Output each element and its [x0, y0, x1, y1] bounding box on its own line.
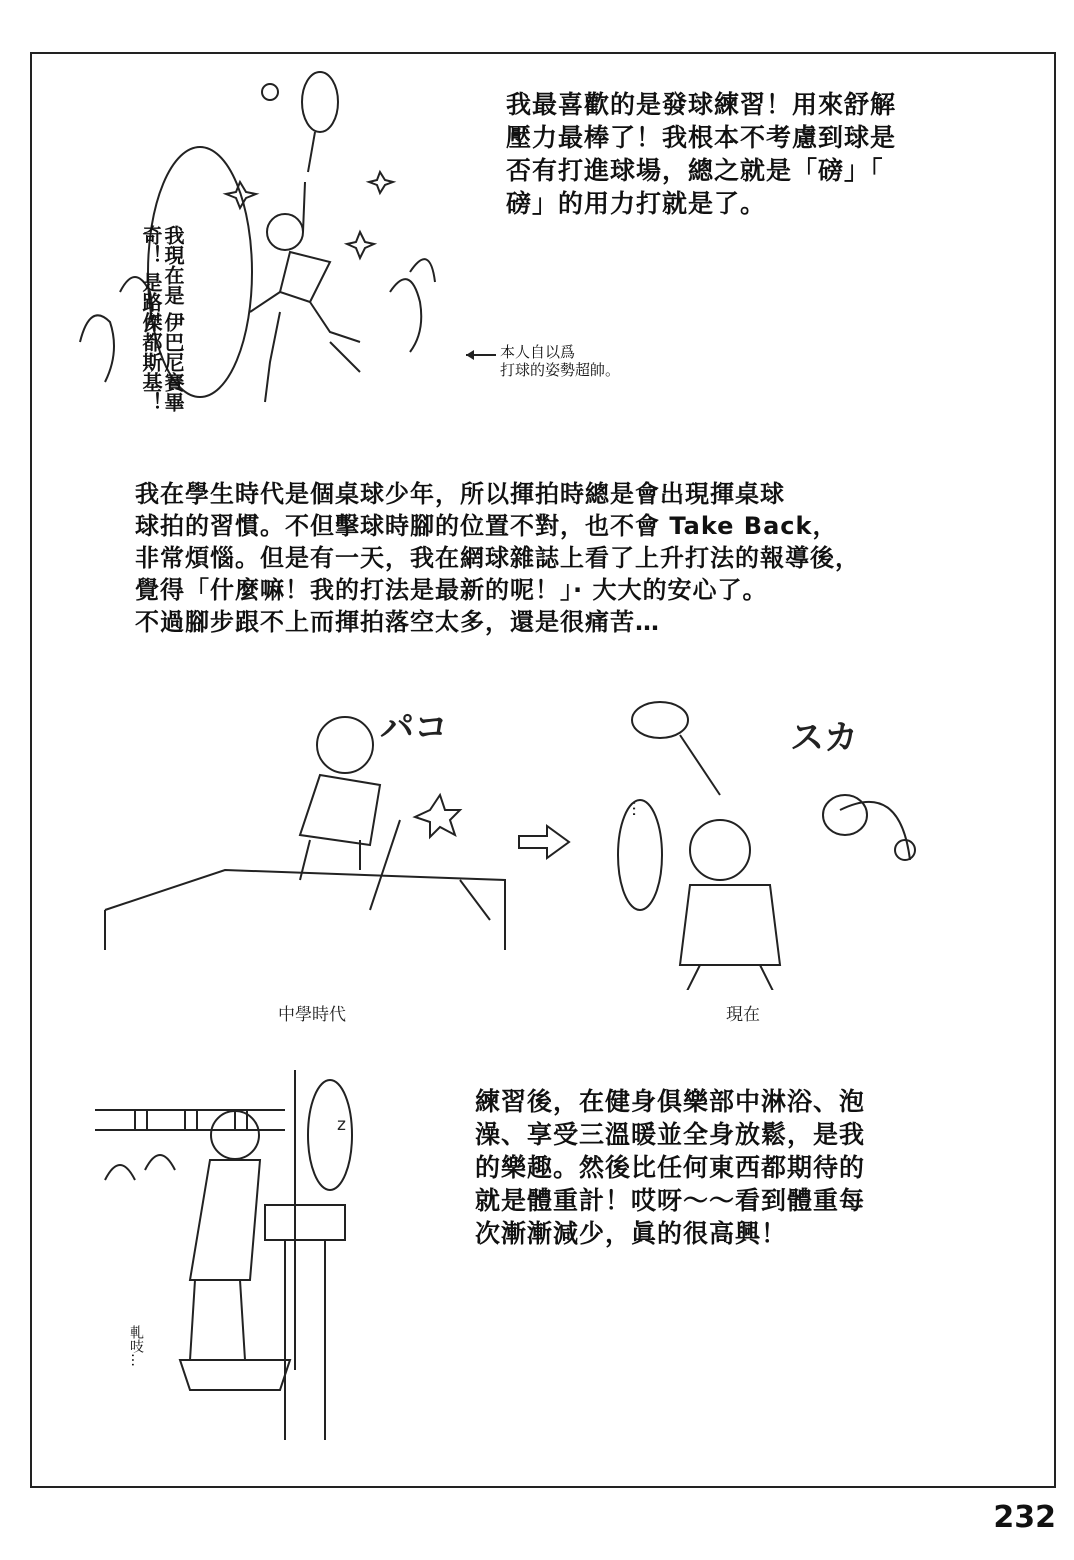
bubble-z: z	[337, 1115, 346, 1135]
table-tennis-illustration	[100, 690, 520, 980]
sfx-right: スカ	[790, 718, 858, 758]
middle-paragraph: 我在學生時代是個桌球少年，所以揮拍時總是會出現揮桌球 球拍的習慣。不但擊球時腳的位置不對，也不會 Take Back， 非常煩惱。但是有一天，我在網球雜誌上看了上升打法的報導後， 覺得「什麼嘛！我的打法是最新的呢！」· 大大的安心了。 不過腳步跟不上而揮拍落空太多，還是很痛苦…	[135, 480, 860, 636]
pointer-arrow-icon	[462, 348, 498, 362]
pointer-note: 本人自以爲 打球的姿勢超帥。	[500, 343, 621, 379]
bottom-paragraph: 練習後，在健身俱樂部中淋浴、泡 澡、享受三溫暖並全身放鬆，是我 的樂趣。然後比任何東西都期待的 就是體重計！哎呀～～看到體重每 次漸漸減少，眞的很高興！	[475, 1087, 866, 1248]
speech-bubble-text: 我現在是 伊巴尼賽畢奇！ 是路傑都斯基！	[139, 225, 185, 412]
arrow-icon	[517, 822, 572, 862]
caption-right: 現在	[726, 1005, 760, 1025]
scale-sfx: 軋吱…	[128, 1325, 144, 1367]
serve-illustration	[60, 62, 500, 442]
bubble-dots: …	[628, 800, 648, 817]
top-paragraph: 我最喜歡的是發球練習！用來舒解 壓力最棒了！我根本不考慮到球是 否有打進球場，總之就是「磅」「 磅」的用力打就是了。	[506, 90, 897, 218]
sfx-left: パコ	[380, 708, 448, 748]
weighing-scale-illustration	[85, 1070, 415, 1440]
tennis-miss-illustration	[600, 690, 930, 990]
caption-left: 中學時代	[278, 1005, 346, 1025]
page-number: 232	[993, 1500, 1056, 1535]
